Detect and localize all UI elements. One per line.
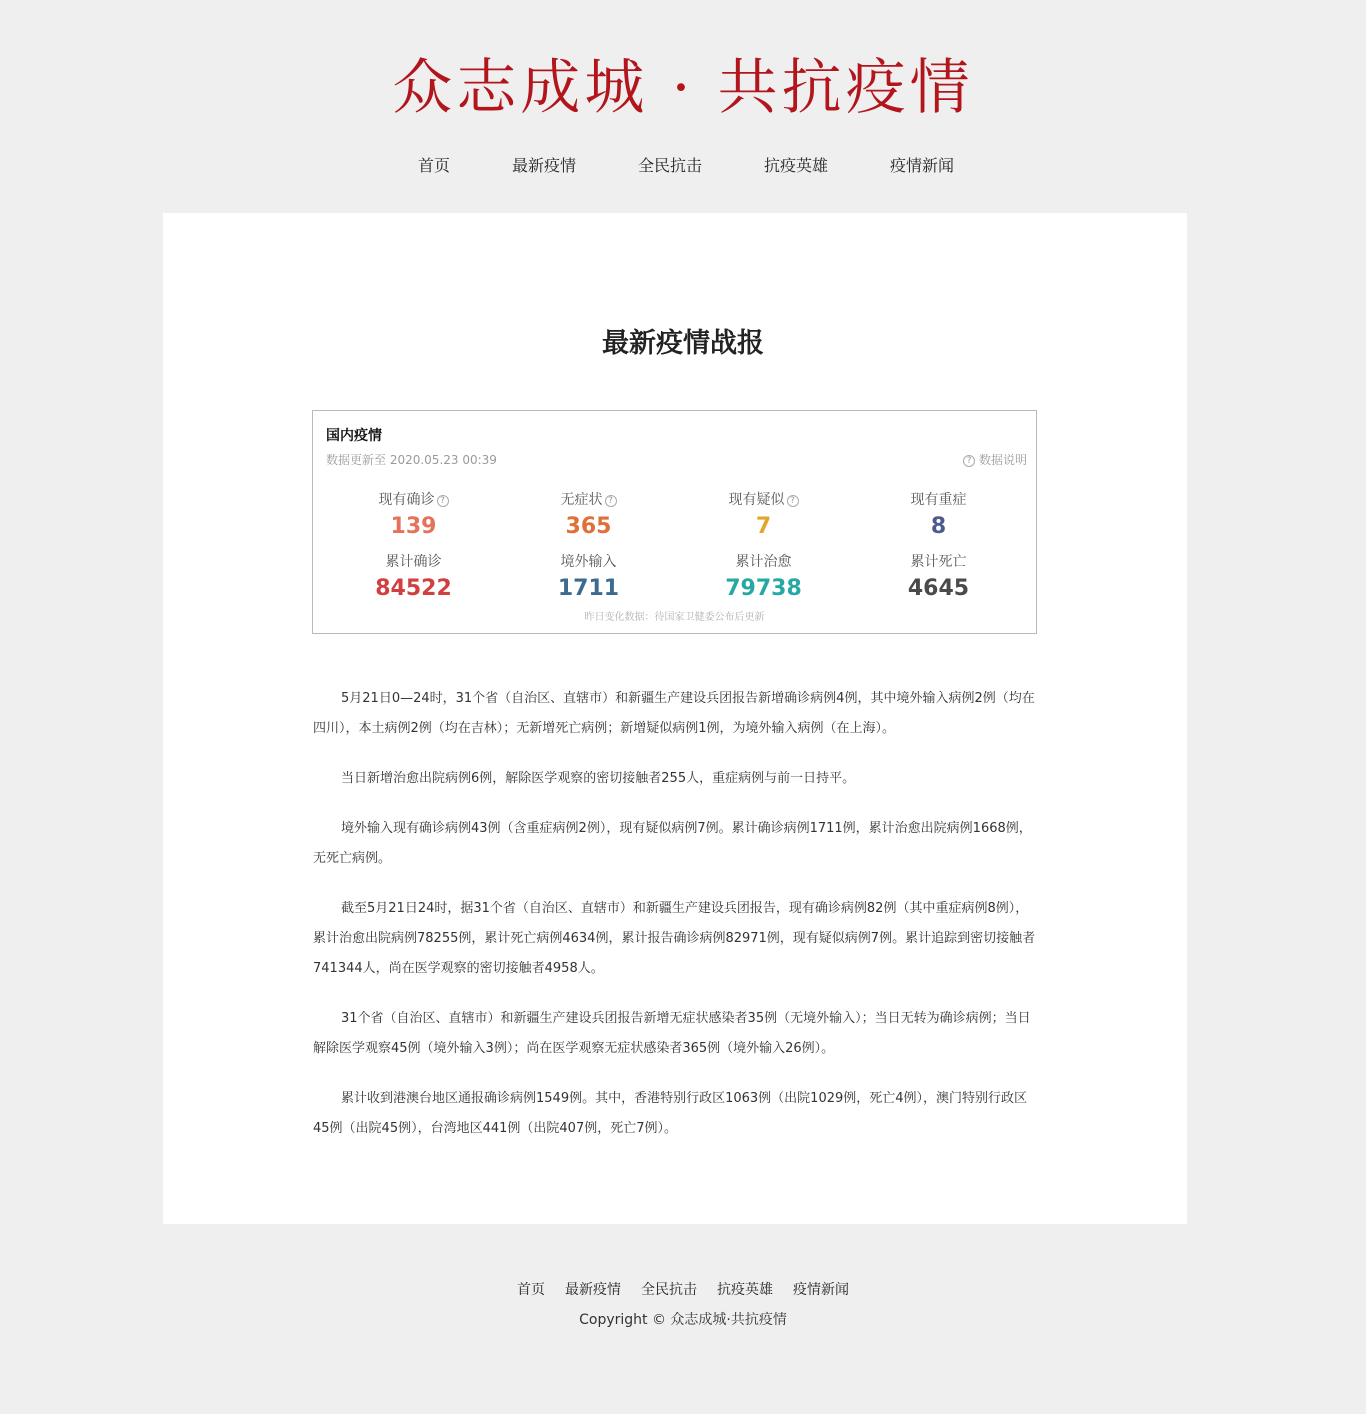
stats-footnote: 昨日变化数据：待国家卫健委公布后更新 — [584, 612, 765, 623]
stat-label — [676, 491, 851, 509]
stats-title: 国内疫情 — [326, 428, 382, 444]
question-circle-icon[interactable]: ? — [605, 495, 617, 507]
article-paragraph: 5月21日0—24时，31个省（自治区、直辖市）和新疆生产建设兵团报告新增确诊病例4例，其中境外输入病例2例（均在四川），本土病例2例（均在吉林）；无新增死亡病例；新增疑似病例1例，为境外输入病例（在上海）。 — [313, 691, 1035, 736]
stat-label-text: 现有重症 — [910, 492, 967, 508]
stat-value: 1711 — [557, 576, 620, 601]
stat-item — [501, 491, 676, 543]
article-paragraph: 境外输入现有确诊病例43例（含重症病例2例），现有疑似病例7例。累计确诊病例1711例，累计治愈出院病例1668例，无死亡病例。 — [313, 821, 1032, 866]
stat-item — [676, 553, 851, 605]
question-circle-icon: ? — [963, 455, 975, 467]
stat-value: 365 — [565, 514, 612, 539]
copyright: Copyright © 众志成城·共抗疫情 — [579, 1312, 787, 1328]
stat-label — [851, 553, 1026, 571]
stat-item — [326, 553, 501, 605]
stat-label — [501, 491, 676, 509]
footer-nav-news[interactable]: 疫情新闻 — [793, 1282, 849, 1298]
stat-value: 4645 — [907, 576, 970, 601]
footer-nav-fight[interactable]: 全民抗击 — [641, 1282, 697, 1298]
stat-label — [676, 553, 851, 571]
question-circle-icon[interactable]: ? — [787, 495, 799, 507]
data-help-link[interactable] — [961, 451, 1027, 468]
stat-item — [851, 553, 1026, 605]
article-body — [313, 684, 1037, 1164]
page-title: 最新疫情战报 — [602, 328, 764, 359]
footer-nav-home[interactable]: 首页 — [517, 1282, 545, 1298]
stat-item — [501, 553, 676, 605]
stat-label-text: 累计治愈 — [735, 554, 792, 570]
stat-label-text: 境外输入 — [560, 554, 617, 570]
stat-label-text: 累计死亡 — [910, 554, 967, 570]
stat-value: 84522 — [375, 576, 452, 601]
nav-item-news[interactable]: 疫情新闻 — [890, 156, 955, 175]
stats-update-time: 数据更新至 2020.05.23 00:39 — [326, 453, 497, 467]
stat-label-text: 累计确诊 — [385, 554, 442, 570]
stats-grid — [326, 491, 1026, 605]
stat-value: 8 — [930, 514, 947, 539]
stat-label-text: 无症状 — [560, 492, 603, 508]
article-paragraph: 31个省（自治区、直辖市）和新疆生产建设兵团报告新增无症状感染者35例（无境外输入）；当日无转为确诊病例；当日解除医学观察45例（境外输入3例）；尚在医学观察无症状感染者365例（境外输入26例）。 — [313, 1011, 1031, 1056]
article-paragraph: 累计收到港澳台地区通报确诊病例1549例。其中，香港特别行政区1063例（出院1029例，死亡4例），澳门特别行政区45例（出院45例），台湾地区441例（出院407例，死亡7例）。 — [313, 1091, 1028, 1136]
footer-nav — [0, 1278, 1366, 1302]
stat-label-text: 现有确诊 — [378, 492, 435, 508]
nav-item-latest[interactable]: 最新疫情 — [511, 156, 576, 175]
data-help-label: 数据说明 — [978, 453, 1027, 467]
stat-item — [851, 491, 1026, 543]
nav-item-heroes[interactable]: 抗疫英雄 — [764, 156, 829, 175]
stat-label — [326, 553, 501, 571]
main-nav — [0, 152, 1366, 180]
footer-nav-heroes[interactable]: 抗疫英雄 — [717, 1282, 773, 1298]
stat-item — [326, 491, 501, 543]
stat-value: 7 — [755, 514, 772, 539]
stats-panel — [312, 410, 1037, 634]
stat-label — [851, 491, 1026, 509]
article-paragraph: 当日新增治愈出院病例6例，解除医学观察的密切接触者255人，重症病例与前一日持平。 — [341, 771, 856, 786]
stat-label — [501, 553, 676, 571]
stat-item — [676, 491, 851, 543]
stat-value: 139 — [390, 514, 437, 539]
nav-item-fight[interactable]: 全民抗击 — [637, 156, 702, 175]
footer-nav-latest[interactable]: 最新疫情 — [565, 1282, 621, 1298]
article-paragraph: 截至5月21日24时，据31个省（自治区、直辖市）和新疆生产建设兵团报告，现有确诊病例82例（其中重症病例8例），累计治愈出院病例78255例，累计死亡病例4634例，累计报告确诊病例82971例，现有疑似病例7例。累计追踪到密切接触者741344人，尚在医学观察的密切接触者4958人。 — [313, 901, 1036, 976]
stat-label — [326, 491, 501, 509]
stat-value: 79738 — [725, 576, 802, 601]
question-circle-icon[interactable]: ? — [437, 495, 449, 507]
nav-item-home[interactable]: 首页 — [417, 156, 450, 175]
site-logo: 众志成城 · 共抗疫情 — [392, 53, 974, 123]
stat-label-text: 现有疑似 — [728, 492, 785, 508]
